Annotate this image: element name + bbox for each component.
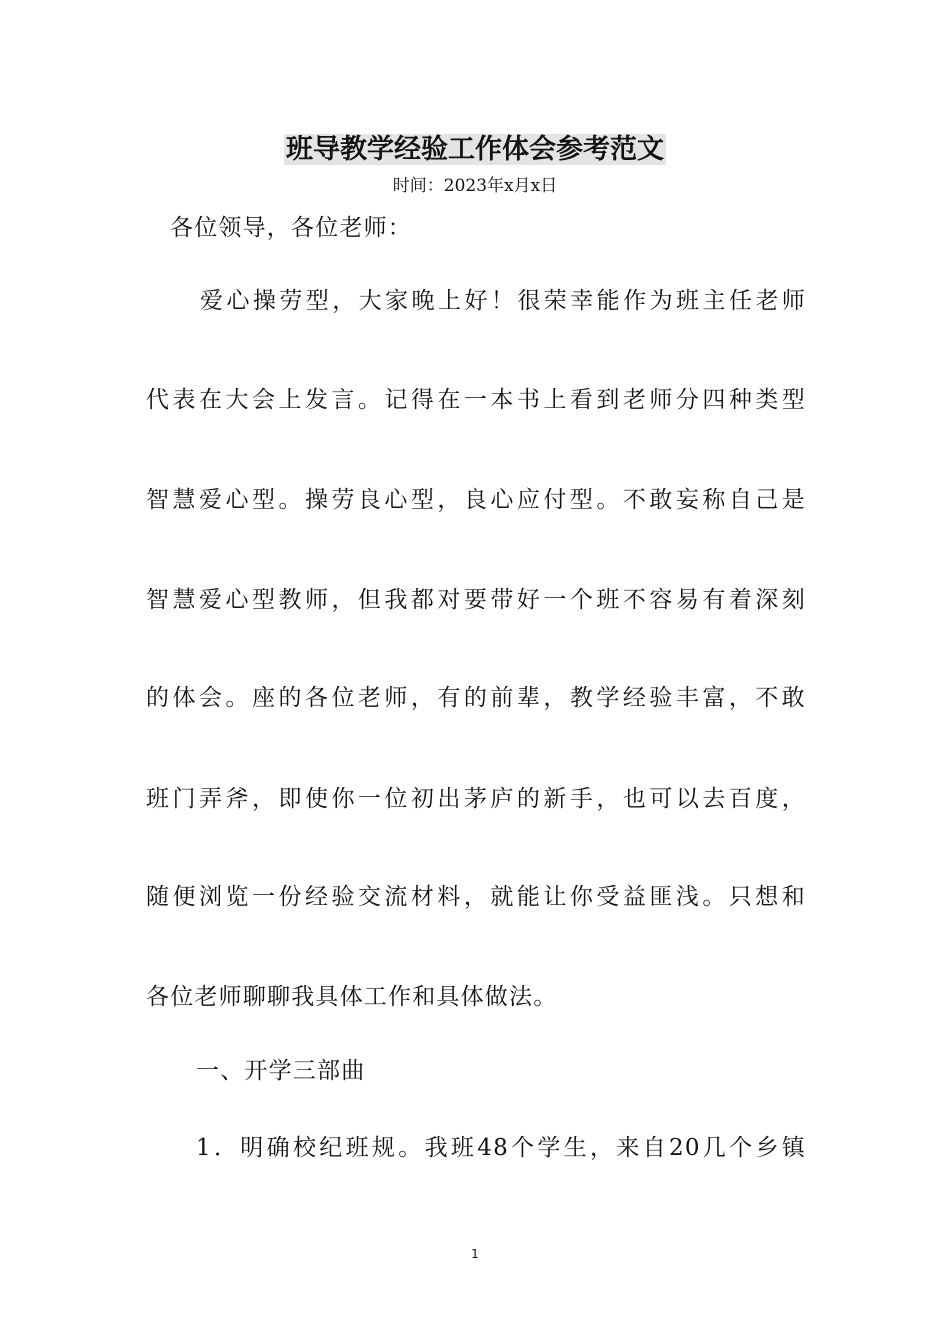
paragraph-line-1: 爱心操劳型，大家晚上好！很荣幸能作为班主任老师 — [200, 288, 806, 314]
document-title — [0, 131, 950, 169]
paragraph-line-7: 随便浏览一份经验交流材料，就能让你受益匪浅。只想和 — [146, 884, 806, 910]
paragraph-line-4: 智慧爱心型教师，但我都对要带好一个班不容易有着深刻 — [146, 587, 806, 613]
salutation: 各位领导，各位老师： — [170, 215, 412, 241]
paragraph-line-3: 智慧爱心型。操劳良心型，良心应付型。不敢妄称自己是 — [146, 487, 806, 513]
list-item-1: 1．明确校纪班规。我班48个学生，来自20几个乡镇 — [196, 1135, 806, 1161]
paragraph-line-8: 各位老师聊聊我具体工作和具体做法。 — [146, 984, 558, 1010]
paragraph-line-6: 班门弄斧，即使你一位初出茅庐的新手，也可以去百度， — [146, 786, 806, 812]
date-line: 时间：2023年x月x日 — [392, 176, 558, 196]
paragraph-line-5: 的体会。座的各位老师，有的前辈，教学经验丰富，不敢 — [146, 685, 806, 711]
section-heading: 一、开学三部曲 — [196, 1058, 366, 1084]
page-number: 1 — [471, 1247, 479, 1261]
paragraph-line-2: 代表在大会上发言。记得在一本书上看到老师分四种类型 — [146, 387, 806, 413]
document-title-text: 班导教学经验工作体会参考范文 — [286, 134, 664, 165]
